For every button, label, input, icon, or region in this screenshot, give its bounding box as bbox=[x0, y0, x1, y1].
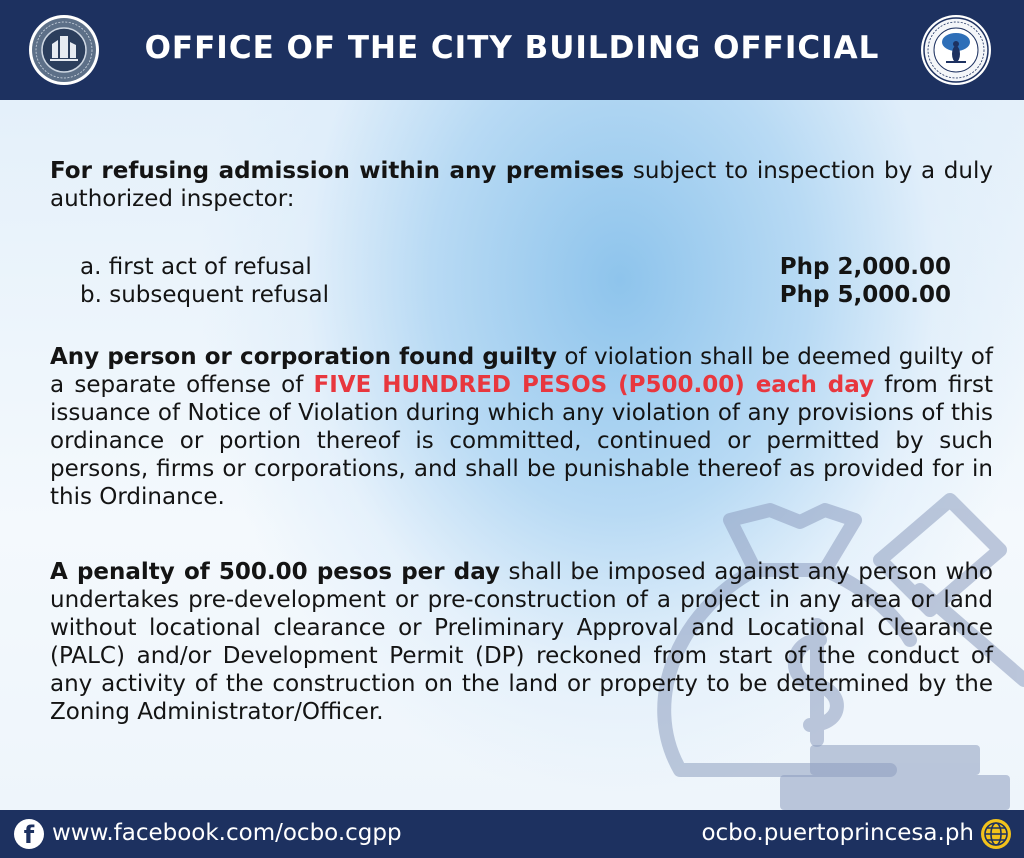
fee-row bbox=[80, 253, 951, 281]
refusal-text: subject to inspection by a duly authorized inspector: bbox=[50, 158, 993, 212]
facebook-link[interactable]: www.facebook.com/ocbo.cgpp bbox=[52, 820, 402, 846]
violation-paragraph bbox=[50, 343, 993, 511]
footer-bar bbox=[0, 810, 1024, 858]
puerto-princesa-city-seal-icon bbox=[920, 14, 992, 86]
facebook-icon[interactable]: f bbox=[14, 819, 44, 849]
penalty-text: shall be imposed against any person who undertakes pre-development or pre-construction of a project in any area or land without locational clearance or Preliminary Approval and Locational Clearance (PALC) and/or Development Permit (DP) reckoned from start of the conduct of any activity of the construction on the land or property to be determined by the Zoning Administrator/Officer. bbox=[50, 559, 994, 725]
daily-penalty-highlight: FIVE HUNDRED PESOS (P500.00) each day bbox=[313, 372, 875, 398]
fee-amount: Php 2,000.00 bbox=[779, 254, 951, 280]
content-panel bbox=[0, 100, 1024, 810]
fee-row bbox=[80, 281, 951, 309]
fee-list bbox=[80, 253, 951, 309]
ordinance-text bbox=[50, 157, 993, 726]
violation-text-before: of violation shall be deemed guilty of a separate offense of bbox=[50, 344, 993, 398]
fee-label: b. subsequent refusal bbox=[80, 282, 329, 308]
header-bar bbox=[0, 0, 1024, 100]
penalty-paragraph bbox=[50, 558, 993, 726]
refusal-paragraph bbox=[50, 157, 993, 213]
page-title: OFFICE OF THE CITY BUILDING OFFICIAL bbox=[144, 30, 880, 66]
violation-lead: Any person or corporation found guilty bbox=[50, 344, 557, 370]
globe-icon[interactable] bbox=[980, 818, 1012, 850]
website-link[interactable]: ocbo.puertoprincesa.ph bbox=[701, 820, 974, 846]
violation-text-after: from first issuance of Notice of Violation during which any violation of any provisions of this ordinance or portion thereof is committed, continued or permitted by such persons, firms or corporations, and shall be punishable thereof as provided for in this Ordinance. bbox=[50, 372, 993, 510]
fee-amount: Php 5,000.00 bbox=[779, 282, 951, 308]
refusal-lead: For refusing admission within any premises bbox=[50, 158, 625, 184]
penalty-lead: A penalty of 500.00 pesos per day bbox=[50, 559, 501, 585]
fee-label: a. first act of refusal bbox=[80, 254, 312, 280]
